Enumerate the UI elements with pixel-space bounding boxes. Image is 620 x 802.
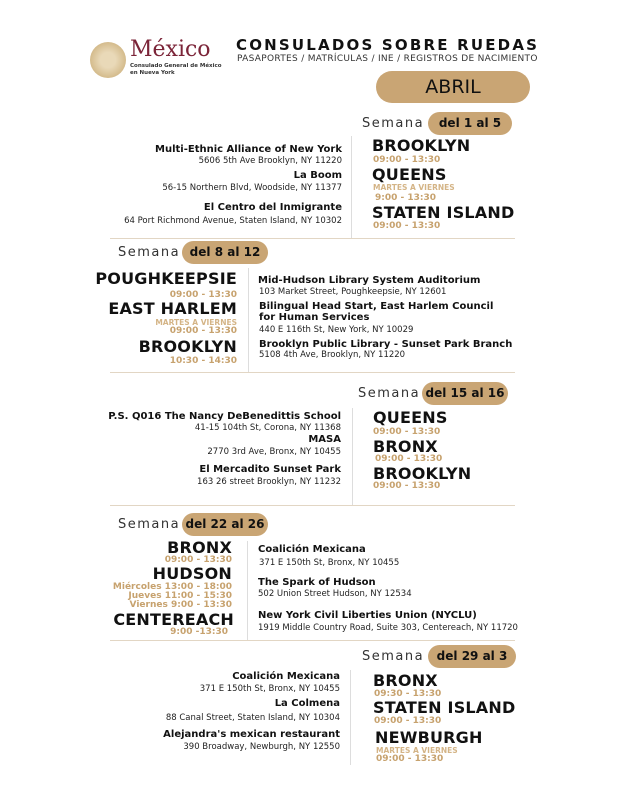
city-name: BROOKLYN bbox=[373, 464, 472, 483]
city-name: BROOKLYN bbox=[138, 337, 237, 356]
month-badge: ABRIL bbox=[376, 71, 530, 103]
city-time: 09:00 - 13:30 bbox=[169, 326, 237, 336]
venue-name: La Boom bbox=[293, 170, 342, 181]
venue-name: Coalición Mexicana bbox=[232, 671, 340, 682]
section-divider bbox=[110, 372, 515, 373]
city-time: 09:00 - 13:30 bbox=[169, 290, 237, 300]
venue-name: The Spark of Hudson bbox=[258, 577, 376, 588]
city-name: BROOKLYN bbox=[372, 136, 471, 155]
divider bbox=[247, 541, 248, 640]
venue-address: 440 E 116th St, New York, NY 10029 bbox=[259, 325, 414, 335]
week-range-badge: del 22 al 26 bbox=[182, 513, 268, 536]
venue-name: El Centro del Inmigrante bbox=[203, 202, 342, 213]
venue-address: 163 26 street Brooklyn, NY 11232 bbox=[197, 477, 341, 487]
city-name: EAST HARLEM bbox=[108, 299, 237, 318]
city-time: Jueves 11:00 - 15:30 bbox=[128, 591, 232, 601]
city-time: 09:00 - 13:30 bbox=[376, 754, 444, 764]
city-name: QUEENS bbox=[372, 165, 447, 184]
city-time: Miércoles 13:00 - 18:00 bbox=[112, 582, 232, 592]
venue-address: 5108 4th Ave, Brooklyn, NY 11220 bbox=[259, 350, 406, 360]
venue-name: La Colmena bbox=[274, 698, 340, 709]
city-time: 9:00 -13:30 bbox=[170, 627, 228, 637]
venue-name-line2: for Human Services bbox=[259, 312, 370, 323]
venue-address: 502 Union Street Hudson, NY 12534 bbox=[258, 589, 412, 599]
city-time: 09:00 - 13:30 bbox=[373, 221, 441, 231]
city-time: 09:00 - 13:30 bbox=[373, 481, 441, 491]
city-name: STATEN ISLAND bbox=[372, 203, 515, 222]
venue-address: 41-15 104th St, Corona, NY 11368 bbox=[194, 423, 341, 433]
city-time: 09:00 - 13:30 bbox=[373, 427, 441, 437]
city-name: NEWBURGH bbox=[375, 728, 483, 747]
week-label: Semana bbox=[118, 245, 181, 260]
venue-name: MASA bbox=[308, 434, 341, 445]
venue-name: Coalición Mexicana bbox=[258, 544, 366, 555]
venue-name: Alejandra's mexican restaurant bbox=[163, 729, 340, 740]
city-note: MARTES A VIERNES bbox=[155, 318, 237, 327]
week-label: Semana bbox=[362, 649, 425, 664]
venue-name: New York Civil Liberties Union (NYCLU) bbox=[258, 610, 477, 621]
city-name: BRONX bbox=[167, 538, 232, 557]
venue-address: 371 E 150th St, Bronx, NY 10455 bbox=[199, 684, 340, 694]
venue-address: 103 Market Street, Poughkeepsie, NY 12601 bbox=[259, 287, 447, 297]
venue-address: 64 Port Richmond Avenue, Staten Island, NY 10302 bbox=[124, 216, 342, 226]
consulate-seal-icon bbox=[90, 42, 126, 78]
week-label: Semana bbox=[358, 386, 421, 401]
venue-address: 1919 Middle Country Road, Suite 303, Centereach, NY 11720 bbox=[258, 623, 518, 633]
venue-name: Multi-Ethnic Alliance of New York bbox=[155, 144, 342, 155]
city-time: 09:00 - 13:30 bbox=[373, 155, 441, 165]
logo-title: México bbox=[130, 37, 211, 62]
city-time: Viernes 9:00 - 13:30 bbox=[129, 600, 232, 610]
city-name: POUGHKEEPSIE bbox=[95, 269, 237, 288]
section-divider bbox=[110, 238, 515, 239]
city-name: HUDSON bbox=[152, 564, 232, 583]
city-time: 9:00 - 13:30 bbox=[375, 193, 437, 203]
city-name: BRONX bbox=[373, 437, 438, 456]
week-range-badge: del 1 al 5 bbox=[428, 112, 512, 135]
week-range-badge: del 15 al 16 bbox=[422, 382, 508, 405]
city-time: 09:00 - 13:30 bbox=[164, 555, 232, 565]
venue-name: P.S. Q016 The Nancy DeBenedittis School bbox=[108, 411, 341, 422]
week-range-badge: del 29 al 3 bbox=[428, 645, 516, 668]
city-note: MARTES A VIERNES bbox=[373, 183, 455, 192]
venue-name: Brooklyn Public Library - Sunset Park Branch bbox=[259, 339, 513, 350]
venue-name: Mid-Hudson Library System Auditorium bbox=[258, 275, 481, 286]
logo-subtitle: Consulado General de México bbox=[130, 63, 222, 69]
city-time: 10:30 - 14:30 bbox=[169, 356, 237, 366]
section-divider bbox=[110, 640, 515, 641]
city-name: CENTEREACH bbox=[113, 610, 234, 629]
logo-subtitle-2: en Nueva York bbox=[130, 70, 175, 76]
venue-name: Bilingual Head Start, East Harlem Council bbox=[259, 301, 494, 312]
city-name: QUEENS bbox=[373, 408, 448, 427]
city-time: 09:30 - 13:30 bbox=[374, 689, 442, 699]
section-divider bbox=[110, 505, 515, 506]
venue-name: El Mercadito Sunset Park bbox=[199, 464, 341, 475]
divider bbox=[352, 408, 353, 505]
divider bbox=[350, 670, 351, 765]
week-label: Semana bbox=[118, 517, 181, 532]
venue-address: 371 E 150th St, Bronx, NY 10455 bbox=[259, 558, 400, 568]
divider bbox=[351, 136, 352, 238]
venue-address: 390 Broadway, Newburgh, NY 12550 bbox=[183, 742, 340, 752]
venue-address: 5606 5th Ave Brooklyn, NY 11220 bbox=[198, 156, 342, 166]
week-label: Semana bbox=[362, 116, 425, 131]
city-time: 09:00 - 13:30 bbox=[375, 454, 443, 464]
venue-address: 2770 3rd Ave, Bronx, NY 10455 bbox=[207, 447, 341, 457]
page-subtitle: PASAPORTES / MATRÍCULAS / INE / REGISTROS DE NACIMIENTO bbox=[237, 54, 538, 64]
divider bbox=[248, 268, 249, 372]
city-time: 09:00 - 13:30 bbox=[374, 716, 442, 726]
city-name: STATEN ISLAND bbox=[373, 698, 516, 717]
city-name: BRONX bbox=[373, 671, 438, 690]
page-title: CONSULADOS SOBRE RUEDAS bbox=[236, 36, 540, 54]
venue-address: 56-15 Northern Blvd, Woodside, NY 11377 bbox=[162, 183, 342, 193]
city-note: MARTES A VIERNES bbox=[376, 746, 458, 755]
week-range-badge: del 8 al 12 bbox=[182, 241, 268, 264]
venue-address: 88 Canal Street, Staten Island, NY 10304 bbox=[165, 713, 340, 723]
